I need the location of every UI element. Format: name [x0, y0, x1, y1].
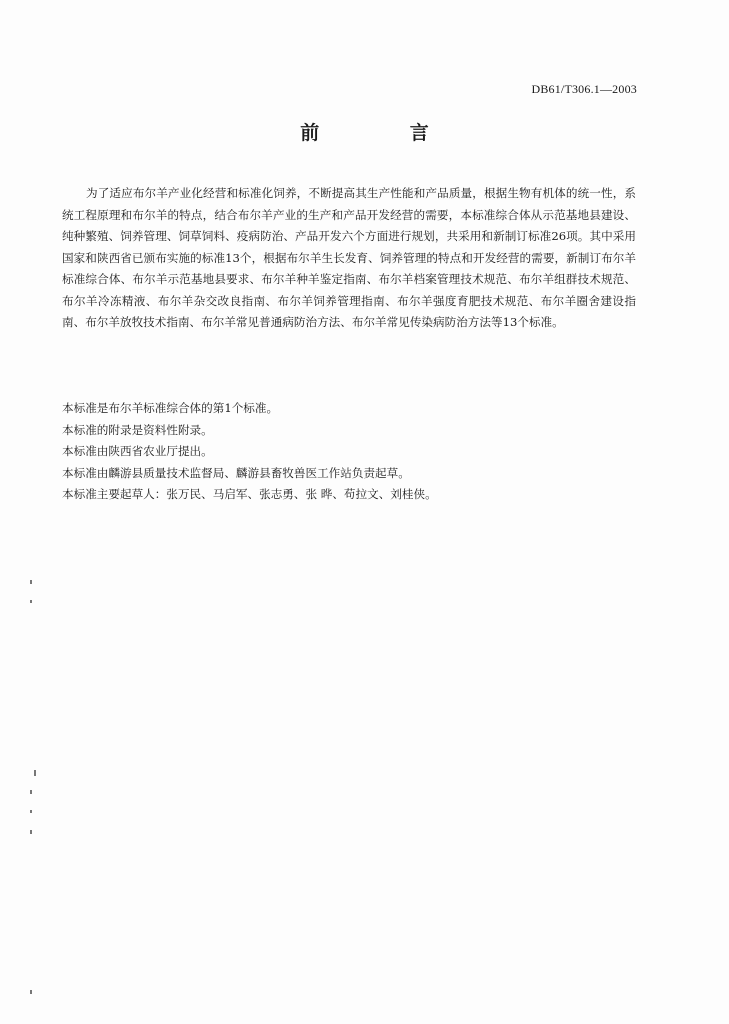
- scan-speck: [30, 990, 32, 994]
- note-line: 本标准由麟游县质量技术监督局、麟游县畜牧兽医工作站负责起草。: [62, 465, 410, 480]
- notes-list: [62, 398, 636, 506]
- standard-number: DB61/T306.1—2003: [531, 82, 637, 96]
- note-line: 本标准的附录是资料性附录。: [62, 422, 213, 437]
- scan-speck: [30, 600, 32, 603]
- scan-speck: [30, 830, 32, 834]
- scan-artifacts: [30, 500, 44, 1020]
- scan-speck: [34, 770, 36, 776]
- page-title: 前 言: [300, 122, 471, 144]
- note-line: 本标准是布尔羊标准综合体的第1个标准。: [62, 401, 279, 415]
- foreword-paragraph: 为了适应布尔羊产业化经营和标准化饲养，不断提高其生产性能和产品质量，根据生物有机体的统一性，系统工程原理和布尔羊的特点，结合布尔羊产业的生产和产品开发经营的需要，本标准综合体从示范基地县建设、纯种繁殖、饲养管理、饲草饲料、疫病防治、产品开发六个方面进行规划，共采用和新制订标准26项。其中采用国家和陕西省已颁布实施的标准13个，根据布尔羊生长发育、饲养管理的特点和开发经营的需要，新制订布尔羊标准综合体、布尔羊示范基地县要求、布尔羊种羊鉴定指南、布尔羊档案管理技术规范、布尔羊组群技术规范、布尔羊冷冻精液、布尔羊杂交改良指南、布尔羊饲养管理指南、布尔羊强度育肥技术规范、布尔羊圈舍建设指南、布尔羊放牧技术指南、布尔羊常见普通病防治方法、布尔羊常见传染病防治方法等13个标准。: [62, 186, 636, 329]
- scan-speck: [30, 790, 32, 794]
- note-line: 本标准由陕西省农业厅提出。: [62, 444, 213, 458]
- note-line: 本标准主要起草人：张万民、马启军、张志勇、张 晔、苟拉文、刘桂侠。: [62, 487, 437, 501]
- scan-speck: [30, 810, 32, 813]
- scan-speck: [30, 580, 32, 584]
